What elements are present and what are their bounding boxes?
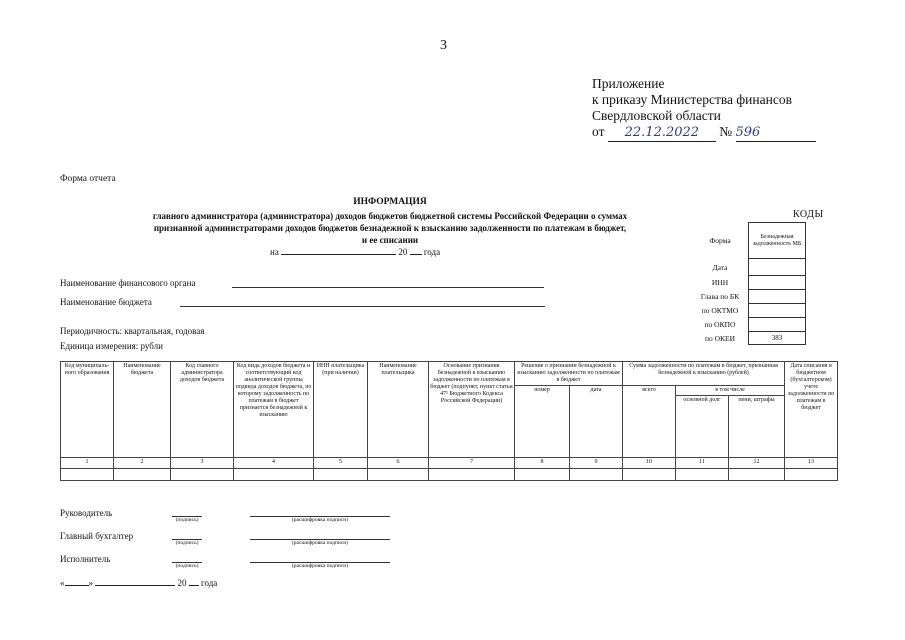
col-number: 6 <box>368 458 429 469</box>
quote-open: « <box>60 578 65 588</box>
head-sign-field[interactable] <box>172 508 202 517</box>
col-header: Сумма задолженности по платежам в бюджет, признанная безнадежной к взысканию (рублей) <box>623 362 785 386</box>
decode-caption: (расшифровка подписи) <box>291 563 349 569</box>
col-number: 1 <box>61 458 114 469</box>
subtitle-line3: и ее списании <box>361 235 419 245</box>
sign-caption: (подпись) <box>175 540 199 546</box>
date-prefix: на <box>270 247 279 257</box>
codes-title: КОДЫ <box>793 209 824 220</box>
col-header: всего <box>623 386 676 458</box>
sign-caption: (подпись) <box>175 563 199 569</box>
appendix-line2: к приказу Министерства финансов <box>592 92 792 107</box>
col-number: 3 <box>171 458 234 469</box>
code-value[interactable] <box>749 259 806 276</box>
signature-date-line <box>60 577 217 588</box>
executor-decode-field[interactable] <box>250 554 390 563</box>
code-label: ИНН <box>711 278 729 287</box>
day-field[interactable] <box>65 577 89 586</box>
from-label: от <box>592 124 605 139</box>
col-header: Наименование плательщика <box>368 362 429 458</box>
code-value: 383 <box>749 332 806 345</box>
col-number: 8 <box>515 458 570 469</box>
code-label: по ОКПО <box>704 320 736 329</box>
col-number: 9 <box>570 458 623 469</box>
form-label: Форма отчета <box>60 174 116 184</box>
date-field[interactable] <box>281 246 396 255</box>
quote-close: » <box>88 578 93 588</box>
subtitle-line1: главного администратора (администратора) доходов бюджетов бюджетной системы Российской Федерации о суммах <box>152 211 628 221</box>
col-header: Наименование бюджета <box>114 362 171 458</box>
code-value[interactable] <box>749 304 806 318</box>
col-header: номер <box>515 386 570 458</box>
code-value[interactable] <box>749 276 806 290</box>
decode-caption: (расшифровка подписи) <box>291 540 349 546</box>
fin-organ-label: Наименование финансового органа <box>60 278 196 288</box>
number-label: № <box>719 124 733 139</box>
col-header: Код муниципаль-ного образования <box>61 362 114 458</box>
code-label: Глава по БК <box>700 292 740 301</box>
date-year: 20 <box>398 247 408 257</box>
code-value: Безнадежная задолженность МБ <box>749 223 806 259</box>
appendix-block <box>592 76 816 142</box>
report-date-line <box>270 246 440 257</box>
col-header: в том числе <box>676 386 785 396</box>
head-decode-field[interactable] <box>250 508 390 517</box>
budget-label: Наименование бюджета <box>60 297 152 307</box>
budget-field[interactable] <box>180 298 545 307</box>
sig-year-field[interactable] <box>189 577 199 586</box>
code-label: Дата <box>712 262 728 272</box>
col-number: 5 <box>314 458 368 469</box>
col-number: 11 <box>676 458 729 469</box>
col-header: Решение о признании безнадежной к взысканию задолженности по платежам в бюджет <box>515 362 623 386</box>
table-row <box>61 469 838 481</box>
col-header: Дата списания в бюджетном (бухгалтерском) учете задолженности по платежам в бюджет <box>785 362 838 458</box>
periodicity: Периодичность: квартальная, годовая <box>60 326 205 336</box>
codes-table <box>692 222 806 345</box>
order-number: 596 <box>736 125 816 142</box>
sig-year: 20 <box>177 578 187 588</box>
month-field[interactable] <box>95 577 175 586</box>
col-number: 4 <box>234 458 314 469</box>
col-number: 13 <box>785 458 838 469</box>
code-value[interactable] <box>749 318 806 332</box>
col-header: дата <box>570 386 623 458</box>
col-number: 7 <box>429 458 515 469</box>
col-number: 12 <box>729 458 785 469</box>
col-number: 10 <box>623 458 676 469</box>
doc-subtitle <box>60 210 720 246</box>
year-field[interactable] <box>410 246 422 255</box>
accountant-label: Главный бухгалтер <box>60 531 134 541</box>
col-header: основной долг <box>676 396 729 458</box>
code-label: Форма <box>709 236 731 245</box>
code-label: по ОКЕИ <box>704 333 736 343</box>
main-table <box>60 361 838 481</box>
appendix-line3: Свердловской области <box>592 108 721 123</box>
col-header: ИНН плательщика (при наличии) <box>314 362 368 458</box>
decode-caption: (расшифровка подписи) <box>291 517 349 523</box>
fin-organ-field[interactable] <box>232 279 544 288</box>
accountant-decode-field[interactable] <box>250 531 390 540</box>
col-header: Код вида доходов бюджета и соответствующий код аналитической группы подвида доходов бюджета, по которому задолженность по платежам в бюджет признается безнадежной к взысканию <box>234 362 314 458</box>
code-value[interactable] <box>749 290 806 304</box>
doc-title: ИНФОРМАЦИЯ <box>353 197 427 207</box>
executor-label: Исполнитель <box>60 554 111 564</box>
page-number: 3 <box>440 38 447 53</box>
code-label: по ОКТМО <box>701 306 739 315</box>
sign-caption: (подпись) <box>175 517 199 523</box>
col-header: Основание признания безнадежной к взысканию задолженности по платежам в бюджет (подпункт, пункт статьи 47¹ Бюджетного Кодекса Российской Федерации) <box>429 362 515 458</box>
col-header: пени, штрафы <box>729 396 785 458</box>
accountant-sign-field[interactable] <box>172 531 202 540</box>
date-suffix: года <box>423 247 441 257</box>
appendix-line1: Приложение <box>592 76 665 91</box>
unit-of-measure: Единица измерения: рубли <box>60 341 163 351</box>
col-number: 2 <box>114 458 171 469</box>
executor-sign-field[interactable] <box>172 554 202 563</box>
appendix-date-line <box>592 124 816 142</box>
subtitle-line2: признанной администраторами доходов бюджетов безнадежной к взысканию задолженности по платежам в бюджет, <box>153 223 627 233</box>
head-label: Руководитель <box>60 508 113 518</box>
order-date: 22.12.2022 <box>608 125 716 142</box>
sig-year-suffix: года <box>201 578 218 588</box>
col-header: Код главного администратора доходов бюджета <box>171 362 234 458</box>
